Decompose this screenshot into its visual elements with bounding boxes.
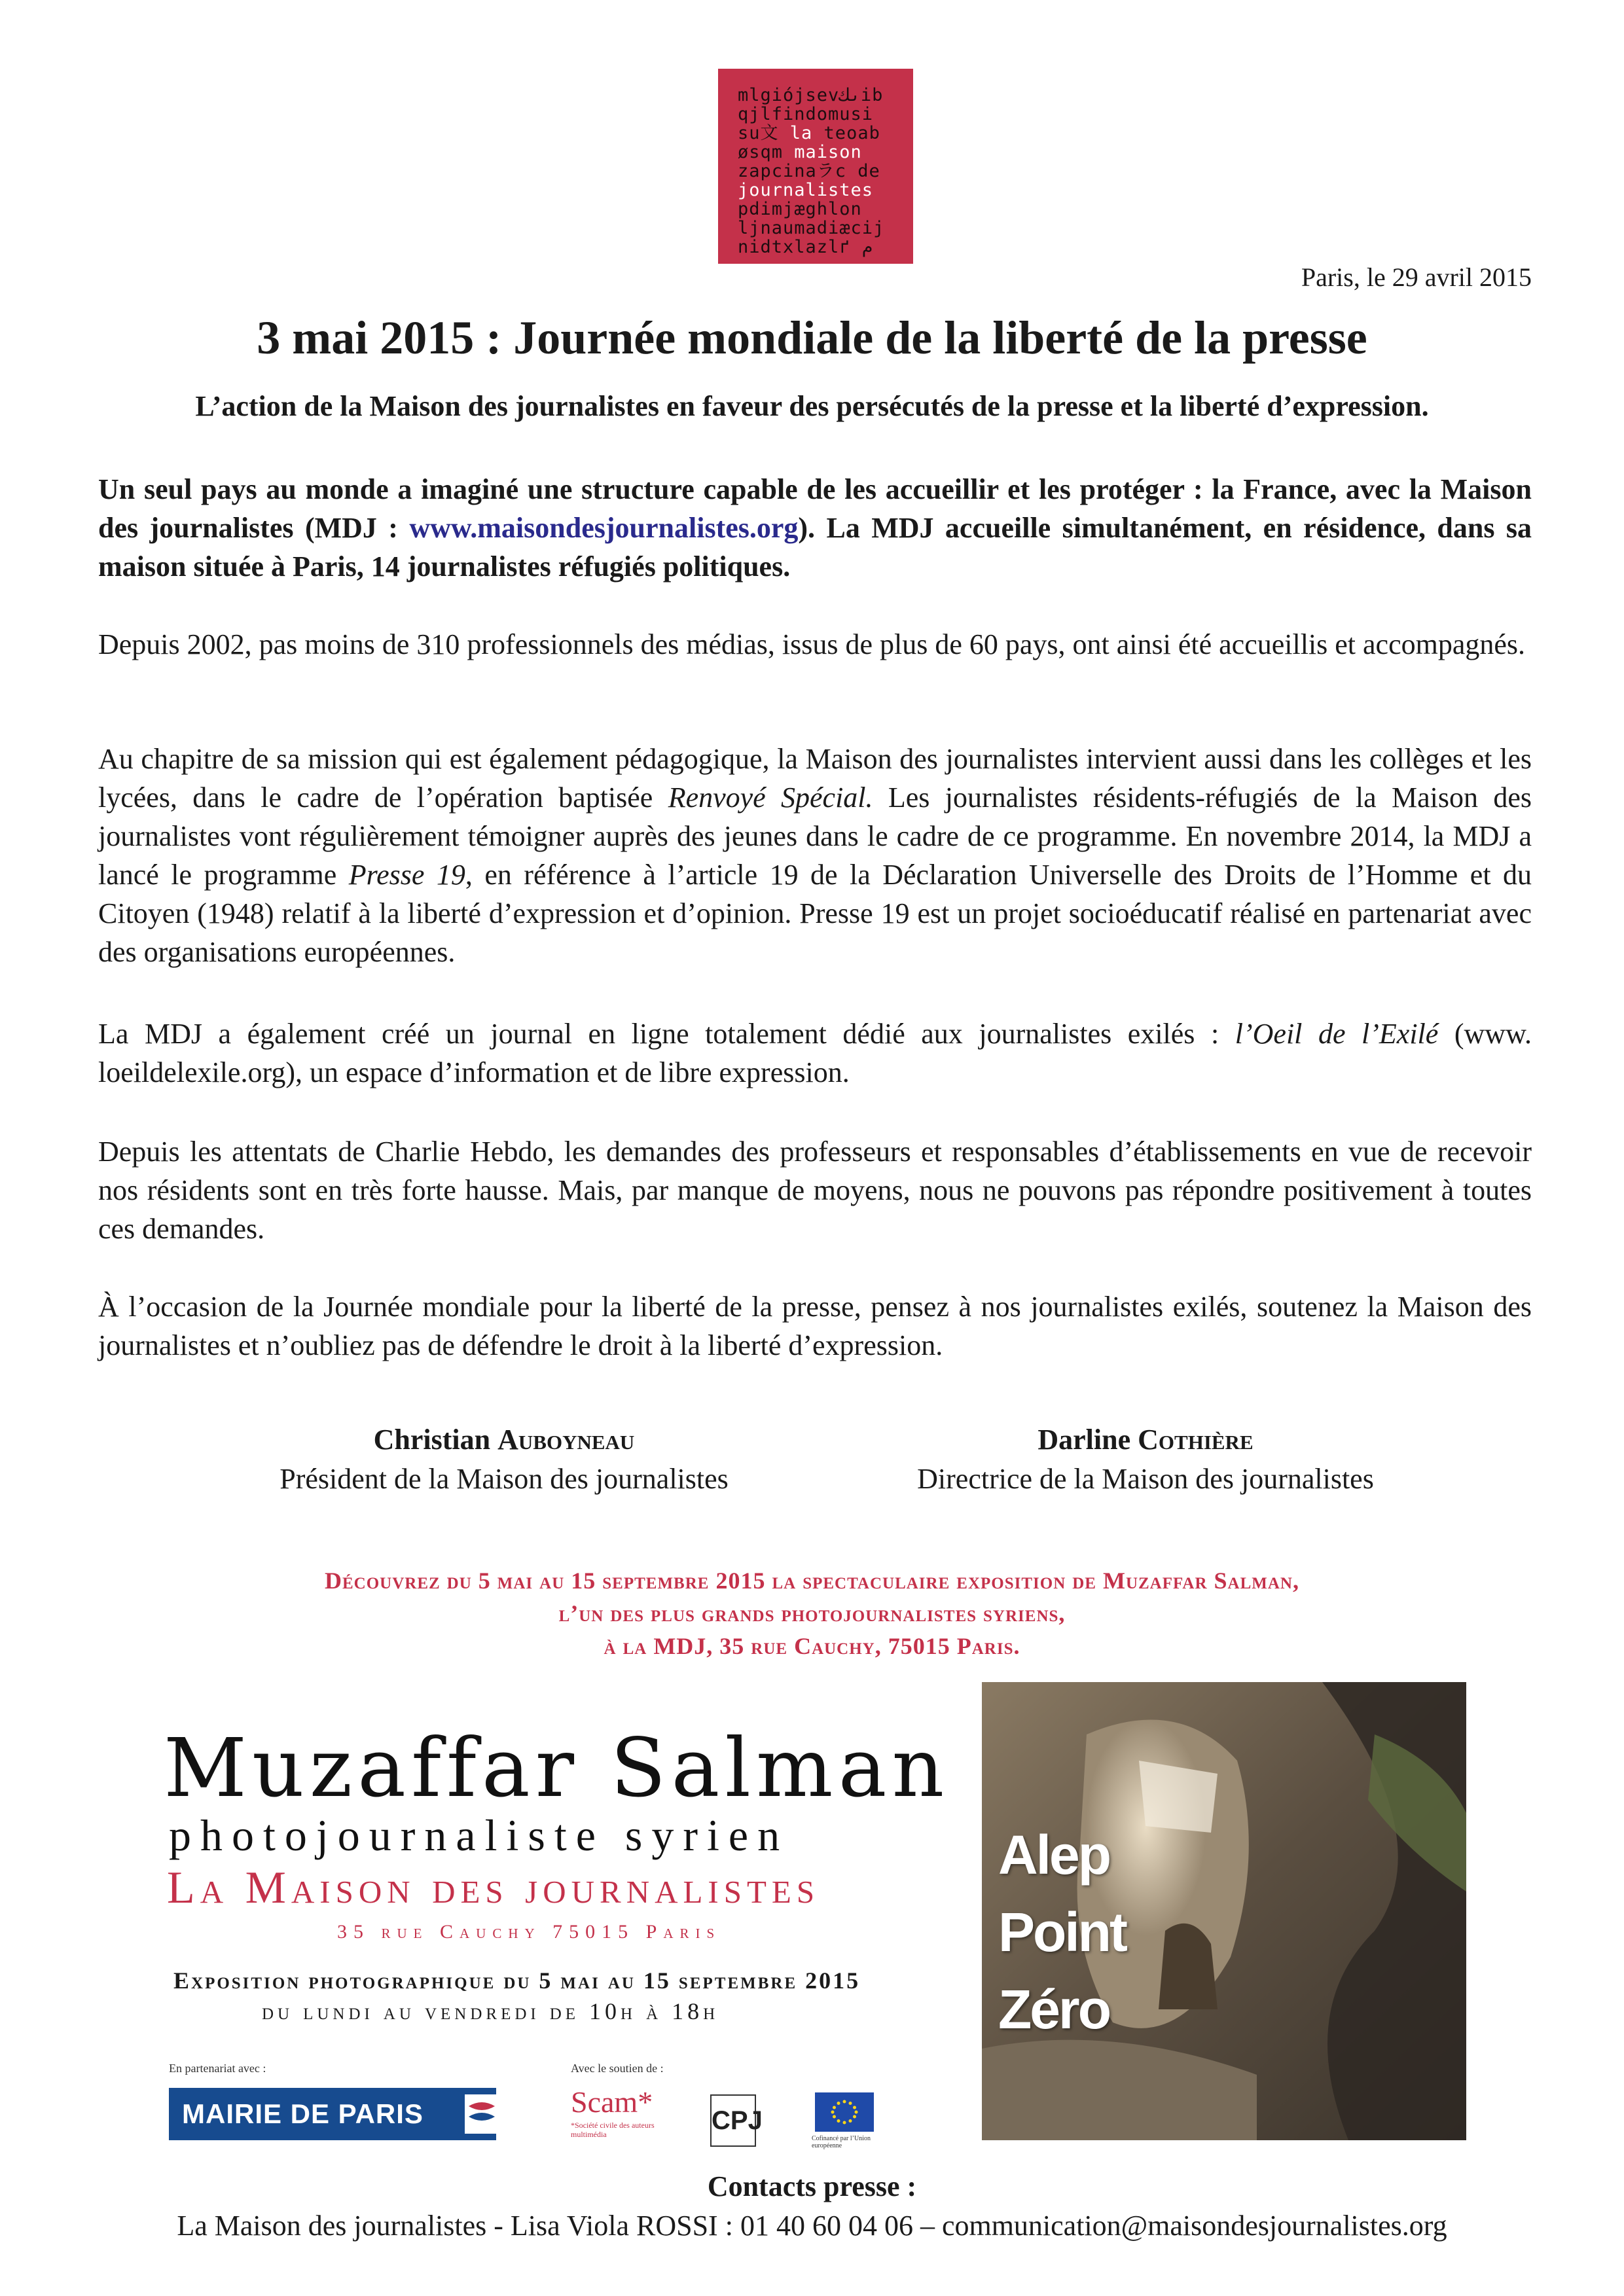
signature-first-name: Darline: [1038, 1424, 1131, 1456]
website-link[interactable]: www.maisondesjournalistes.org: [409, 512, 799, 544]
mdj-logo: [718, 69, 913, 264]
paragraph-mission-c: , en référence à l’article 19 de la Déclaration Universelle des Droits de l’Homme et du Citoyen (1948) relatif à la liberté d’expression et d’opinion. Presse 19 est un projet socioéducatif réalisé en partenariat avec des organisations européennes.: [98, 859, 1532, 968]
photographer-name: Muzaffar Salman: [164, 1721, 950, 1816]
cpj-logo: CPJ: [710, 2094, 756, 2147]
date-line: Paris, le 29 avril 2015: [1301, 262, 1532, 292]
signature-last-name: Auboyneau: [497, 1424, 635, 1456]
page-subtitle: L’action de la Maison des journalistes en faveur des persécutés de la presse et la liberté d’expression.: [195, 390, 1429, 422]
paragraph-mission-a: Au chapitre de sa mission qui est également pédagogique, la Maison des journalistes intervient aussi dans les collèges et les lycées, dans le cadre de l’opération baptisée: [98, 743, 1532, 814]
signature-role: Président de la Maison des journalistes: [280, 1463, 729, 1495]
logo-line: pdimjæghlon: [738, 199, 862, 219]
paragraph-mission-b: Les journalistes résidents-réfugiés de la Maison des journalistes vont régulièrement témoigner auprès des jeunes dans le cadre de ce programme. En novembre 2014, la MDJ a lancé le programme: [98, 781, 1532, 891]
signature-president: [177, 1420, 831, 1499]
presse-19-title: Presse 19: [348, 859, 465, 891]
photo-caption-line: Alep: [998, 1824, 1110, 1886]
eu-flag-icon: [815, 2092, 874, 2132]
paragraph-appeal: À l’occasion de la Journée mondiale pour la liberté de la presse, pensez à nos journalistes exilés, soutenez la Maison des journalistes et n’oubliez pas de défendre le droit à la liberté d’expression.: [98, 1291, 1532, 1361]
logo-line: zapcinaラc de: [738, 161, 880, 181]
scam-caption: *Société civile des auteurs multimédia: [571, 2121, 655, 2139]
logo-line: mlgiójsevىكib: [738, 85, 884, 105]
page-title: 3 mai 2015 : Journée mondiale de la liberté de la presse: [257, 312, 1367, 364]
signature-first-name: Christian: [373, 1424, 491, 1456]
partner-label: En partenariat avec :: [169, 2062, 266, 2075]
announcement-line: l’un des plus grands photojournalistes syriens,: [558, 1600, 1066, 1626]
logo-line: ljnaumadiæcij: [738, 218, 885, 238]
paragraph-intro-before: Un seul pays au monde a imaginé une structure capable de les accueillir et les protéger : la France, avec la Maison des journalistes (MDJ :: [98, 473, 1532, 544]
paragraph-demand: Depuis les attentats de Charlie Hebdo, les demandes des professeurs et responsables d’établissements en vue de recevoir nos résidents sont en très forte hausse. Mais, par manque de moyens, nous ne pouvons pas répondre positivement à toutes ces demandes.: [98, 1136, 1532, 1245]
photo-caption-line: Point: [998, 1901, 1126, 1963]
exhibition-dates: Exposition photographique du 5 mai au 15 septembre 2015: [173, 1967, 861, 1994]
oeil-exile-title: l’Oeil de l’Exilé: [1235, 1018, 1439, 1050]
paragraph-journal: [98, 1014, 1532, 1092]
paragraph-journal-a: La MDJ a également créé un journal en ligne totalement dédié aux journalistes exilés :: [98, 1018, 1235, 1050]
logo-line: øsqm maison: [738, 142, 862, 162]
paragraph-history: Depuis 2002, pas moins de 310 professionnels des médias, issus de plus de 60 pays, ont ainsi été accueillis et accompagnés.: [98, 628, 1526, 660]
logo-line: su文 la teoab: [738, 123, 880, 143]
logo-line: nidtхlazlґ م: [738, 237, 873, 257]
eu-caption: Cofinancé par l’Union européenne: [812, 2135, 871, 2149]
mairie-ship-icon: [465, 2094, 499, 2134]
exhibition-hours: du lundi au vendredi de 10h à 18h: [262, 1998, 719, 2024]
signature-role: Directrice de la Maison des journalistes: [917, 1463, 1374, 1495]
mairie-de-paris-logo: MAIRIE DE PARIS: [169, 2088, 496, 2140]
announcement-line: à la MDJ, 35 rue Cauchy, 75015 Paris.: [604, 1633, 1020, 1659]
signature-last-name: Cothière: [1138, 1424, 1254, 1456]
paragraph-journal-b: (www. loeildelexile.org), un espace d’information et de libre expression.: [98, 1018, 1532, 1088]
scam-logo: Scam*: [571, 2085, 653, 2119]
paragraph-intro-after: ). La MDJ accueille simultanément, en résidence, dans sa maison située à Paris, 14 journalistes réfugiés politiques.: [98, 512, 1532, 583]
renvoye-special-title: Renvoyé Spécial.: [668, 781, 873, 814]
signature-director: [818, 1420, 1473, 1499]
announcement-line: Découvrez du 5 mai au 15 septembre 2015 la spectaculaire exposition de Muzaffar Salman,: [324, 1568, 1299, 1594]
support-label: Avec le soutien de :: [571, 2062, 664, 2075]
logo-line: journalistes: [738, 180, 874, 200]
photographer-subtitle: photojournaliste syrien: [169, 1810, 789, 1860]
venue-name: La Maison des journalistes: [167, 1863, 820, 1913]
signature-name: [177, 1420, 831, 1460]
contacts-title: Contacts presse :: [707, 2170, 917, 2202]
contacts-line: La Maison des journalistes - Lisa Viola ROSSI : 01 40 60 04 06 – communication@maisondesjournalistes.org: [177, 2210, 1447, 2242]
logo-line: qjlfindomusi: [738, 104, 874, 124]
paragraph-intro: [98, 470, 1532, 586]
photo-caption: [998, 1816, 1126, 2048]
exhibition-announcement: [0, 1564, 1624, 1662]
signature-name: [818, 1420, 1473, 1460]
venue-address: 35 rue Cauchy 75015 Paris: [337, 1921, 721, 1943]
paragraph-mission: [98, 740, 1532, 971]
photo-caption-line: Zéro: [998, 1979, 1110, 2040]
